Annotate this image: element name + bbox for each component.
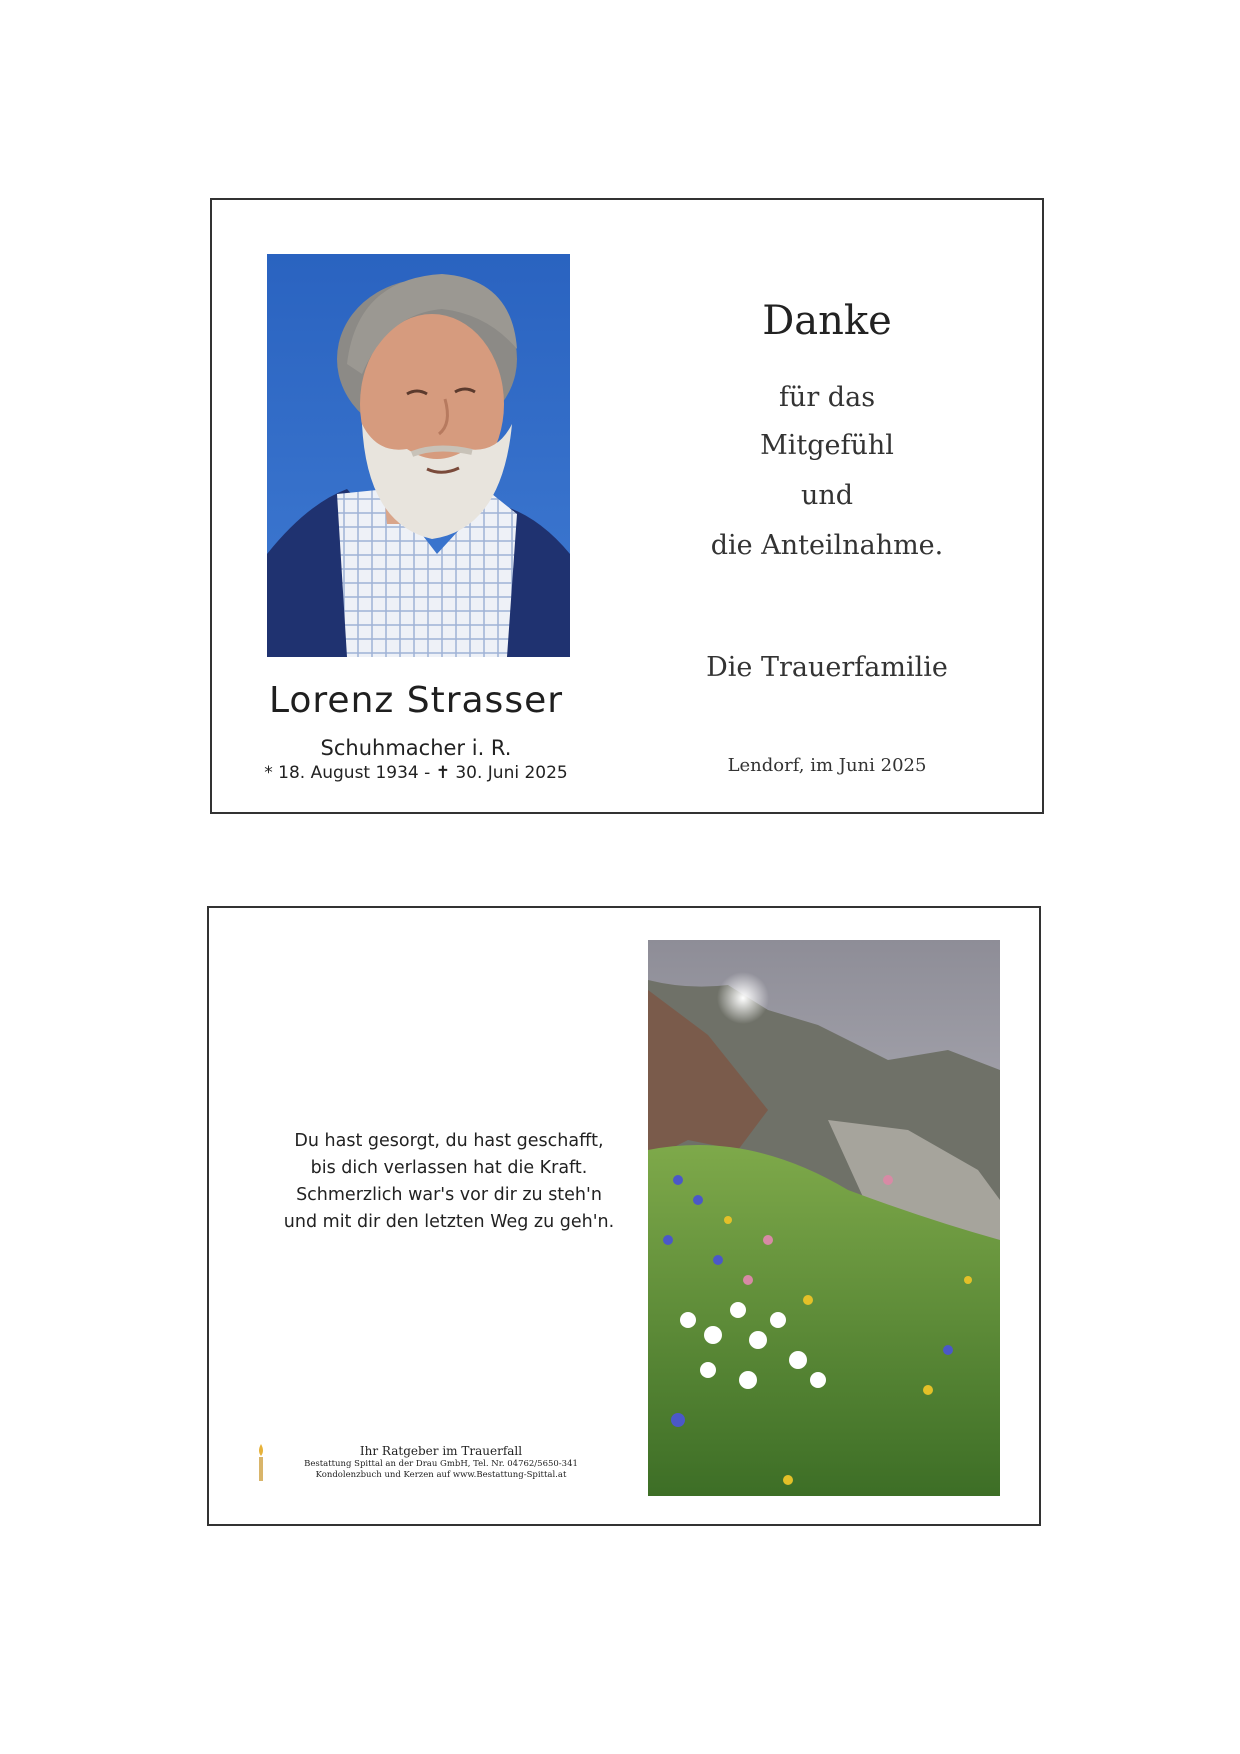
place-date: Lendorf, im Juni 2025 — [727, 755, 927, 776]
thanks-line: die Anteilnahme. — [710, 530, 944, 561]
thank-you-card-front — [210, 198, 1044, 814]
thanks-line: Mitgefühl — [760, 430, 894, 461]
alpine-meadow-photo — [648, 940, 1000, 1496]
poem-line: Schmerzlich war's vor dir zu steh'n — [296, 1185, 602, 1205]
funeral-home-footer — [281, 1444, 601, 1481]
thank-you-card-back — [207, 906, 1041, 1526]
family-signature: Die Trauerfamilie — [706, 652, 948, 683]
poem-line: bis dich verlassen hat die Kraft. — [310, 1158, 588, 1178]
poem — [239, 1128, 659, 1236]
footer-title: Ihr Ratgeber im Trauerfall — [359, 1444, 523, 1458]
profession: Schuhmacher i. R. — [320, 736, 512, 760]
footer-website: Kondolenzbuch und Kerzen auf www.Bestattung-Spittal.at — [315, 1470, 567, 1480]
deceased-name: Lorenz Strasser — [268, 680, 564, 721]
thanks-line: für das — [778, 382, 876, 413]
portrait-photo — [267, 254, 570, 657]
thanks-title: Danke — [762, 298, 892, 344]
candle-icon — [254, 1442, 268, 1482]
life-dates: * 18. August 1934 - ✝ 30. Juni 2025 — [264, 763, 568, 783]
poem-line: Du hast gesorgt, du hast geschafft, — [294, 1131, 604, 1151]
thanks-line: und — [800, 480, 854, 511]
footer-contact: Bestattung Spittal an der Drau GmbH, Tel. Nr. 04762/5650-341 — [304, 1459, 578, 1469]
poem-line: und mit dir den letzten Weg zu geh'n. — [283, 1212, 615, 1232]
